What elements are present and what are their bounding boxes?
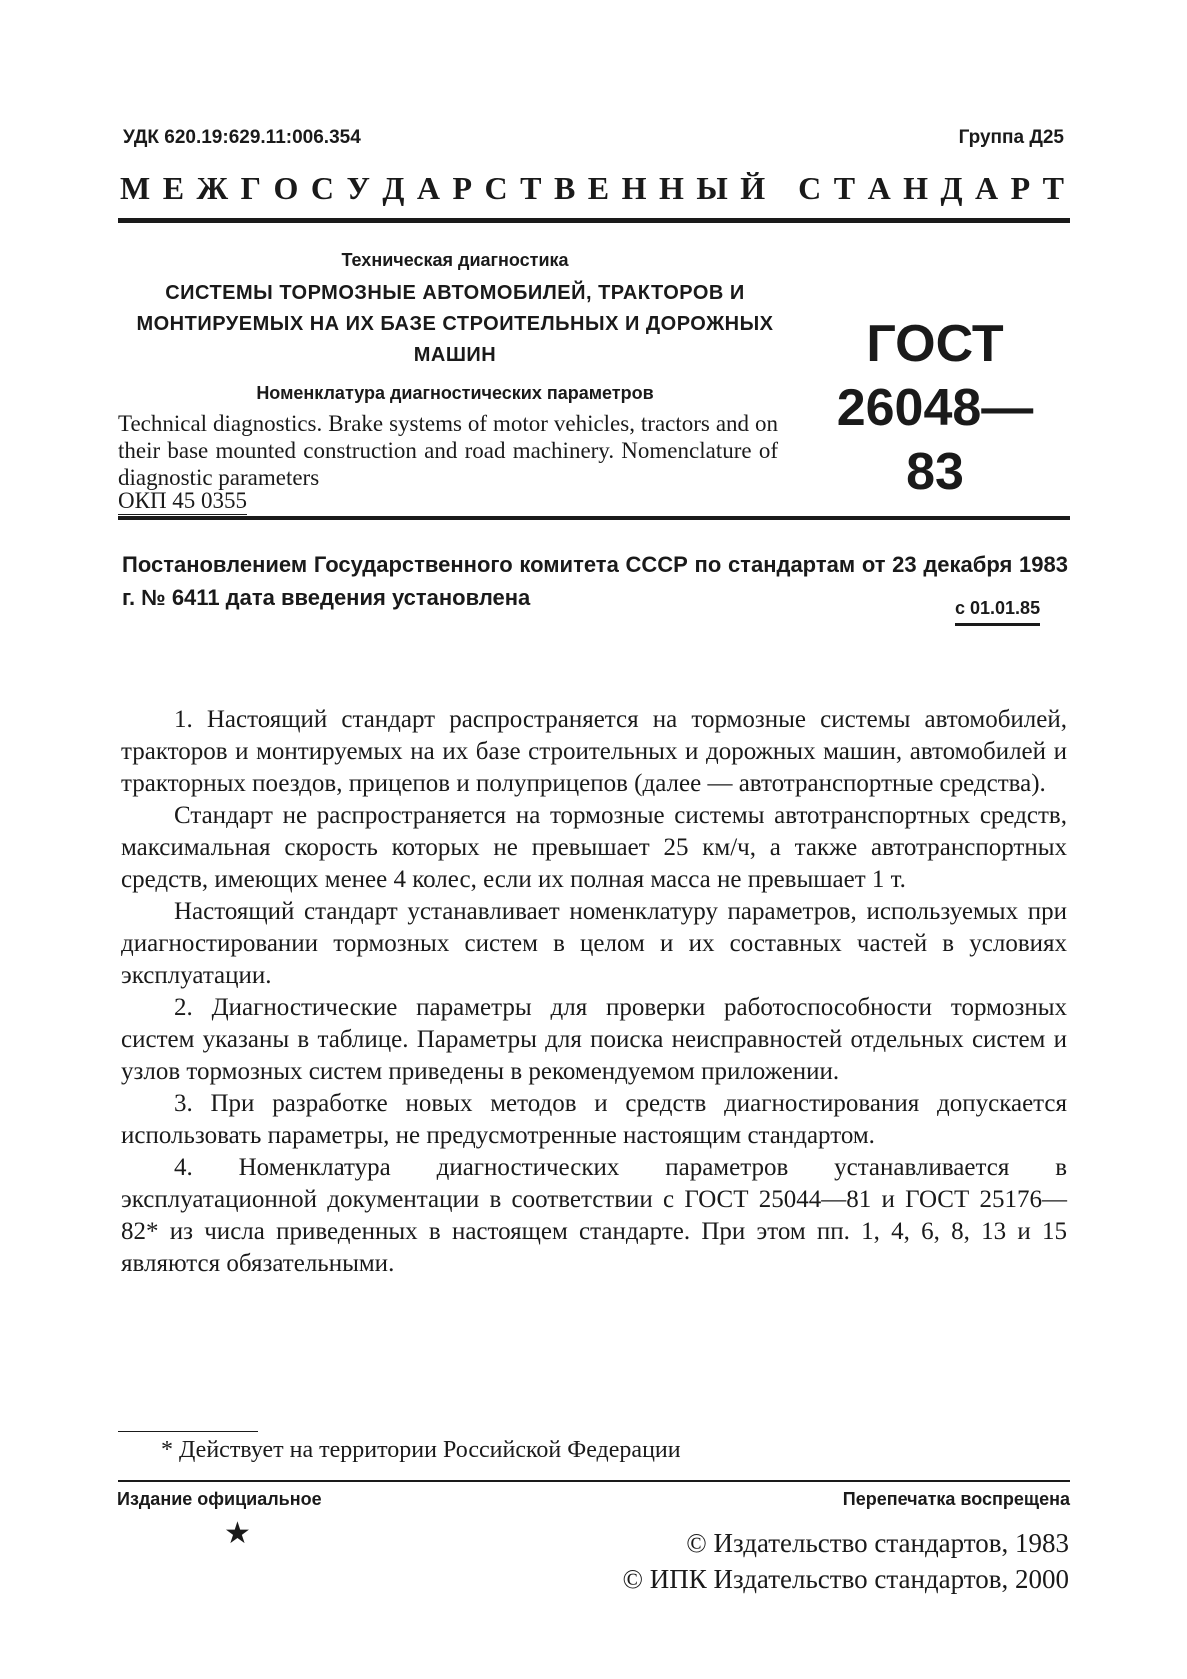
okp-code: ОКП 45 0355 — [118, 488, 248, 513]
heading-letter: С — [484, 170, 508, 206]
paragraph: Настоящий стандарт устанавливает номенклатуру параметров, используемых при диагностировании тормозных систем в целом и их составных частей в условиях эксплуатации. — [121, 898, 1067, 989]
heading-letter: У — [346, 170, 370, 206]
heading-letter: Н — [903, 170, 929, 206]
copyright-2000: © ИПК Издательство стандартов, 2000 — [622, 1564, 1069, 1594]
heading-letter: Т — [833, 170, 856, 206]
header-rule — [118, 218, 1070, 223]
heading-letter: В — [553, 170, 576, 206]
heading-letter: Д — [940, 170, 963, 206]
gost-number: 26048—83 — [836, 379, 1034, 501]
heading-letter: Н — [621, 170, 647, 206]
paragraph: 1. Настоящий стандарт распространяется на тормозные системы автомобилей, тракторов и монтируемых на их базе строительных и дорожных машин, автомобилей и тракторных поездов, прицепов и полуприцепов (далее — автотранспортные средства). — [121, 706, 1067, 797]
english-title: Technical diagnostics. Brake systems of motor vehicles, tractors and on their base mounted construction and road machinery. Nomenclature of diagnostic parameters — [118, 411, 778, 490]
heading-letter: Й — [740, 170, 766, 206]
standard-title: СИСТЕМЫ ТОРМОЗНЫЕ АВТОМОБИЛЕЙ, ТРАКТОРОВ И МОНТИРУЕМЫХ НА ИХ БАЗЕ СТРОИТЕЛЬНЫХ И ДОРОЖНЫХ МАШИН — [136, 282, 774, 366]
heading-letter: А — [416, 170, 441, 206]
udk-code: УДК 620.19:629.11:006.354 — [123, 127, 361, 148]
heading-letter: Ж — [196, 170, 229, 206]
paragraph: 2. Диагностические параметры для проверки работоспособности тормозных систем указаны в таблице. Параметры для поиска неисправностей отдельных систем и узлов тормозных систем приведены в рекомендуемом приложении. — [121, 994, 1067, 1085]
interstate-standard-heading — [120, 170, 1064, 207]
decree-text: Постановлением Государственного комитета СССР по стандартам от 23 декабря 1983 г. № 6411 дата введения установлена — [122, 552, 1068, 610]
star-icon: ★ — [224, 1517, 251, 1550]
paragraph: Стандарт не распространяется на тормозные системы автотранспортных средств, максимальная скорость которых не превышает 25 км/ч, а также автотранспортных средств, имеющих менее 4 колес, если их полная масса не превышает 1 т. — [121, 802, 1067, 893]
copyright-1983: © Издательство стандартов, 1983 — [686, 1528, 1069, 1558]
heading-letter: Н — [659, 170, 684, 206]
reprint-prohibited: Перепечатка воспрещена — [842, 1489, 1070, 1509]
heading-letter: Д — [382, 170, 405, 206]
heading-letter: С — [310, 170, 334, 206]
introduction-date: с 01.01.85 — [955, 598, 1040, 626]
body-text — [121, 704, 1067, 1280]
footer-rule — [118, 1480, 1070, 1482]
heading-letter — [778, 170, 786, 207]
heading-letter: А — [975, 170, 999, 206]
paragraph: 4. Номенклатура диагностических параметров устанавливается в эксплуатационной документации в соответствии с ГОСТ 25044—81 и ГОСТ 25176—82* из числа приведенных в настоящем стандарте. При этом пп. 1, 4, 6, 8, 13 и 15 являются обязательными. — [121, 1154, 1067, 1277]
heading-letter: Г — [240, 170, 261, 206]
heading-letter: Р — [452, 170, 473, 206]
heading-letter: А — [867, 170, 891, 206]
heading-letter: Е — [162, 170, 185, 206]
heading-letter: С — [798, 170, 822, 206]
group-code: Группа Д25 — [958, 127, 1064, 148]
footnote: * Действует на территории Российской Федерации — [161, 1437, 681, 1463]
heading-letter: Т — [520, 170, 542, 206]
heading-letter: Р — [1010, 170, 1031, 206]
heading-letter: Е — [587, 170, 610, 206]
heading-letter: Т — [1042, 170, 1064, 206]
gost-label: ГОСТ — [866, 315, 1004, 373]
nomenclature-line: Номенклатура диагностических параметров — [256, 383, 654, 403]
heading-letter: О — [273, 170, 299, 206]
standard-subtitle: Техническая диагностика — [341, 250, 569, 270]
gost-designation — [815, 312, 1055, 504]
heading-letter: Ы — [696, 170, 728, 206]
heading-letter: М — [120, 170, 151, 206]
official-edition: Издание официальное — [117, 1489, 322, 1509]
footnote-rule — [118, 1431, 258, 1432]
title-block-rule — [118, 516, 1070, 520]
paragraph: 3. При разработке новых методов и средств диагностирования допускается использовать параметры, не предусмотренные настоящим стандартом. — [121, 1090, 1067, 1149]
